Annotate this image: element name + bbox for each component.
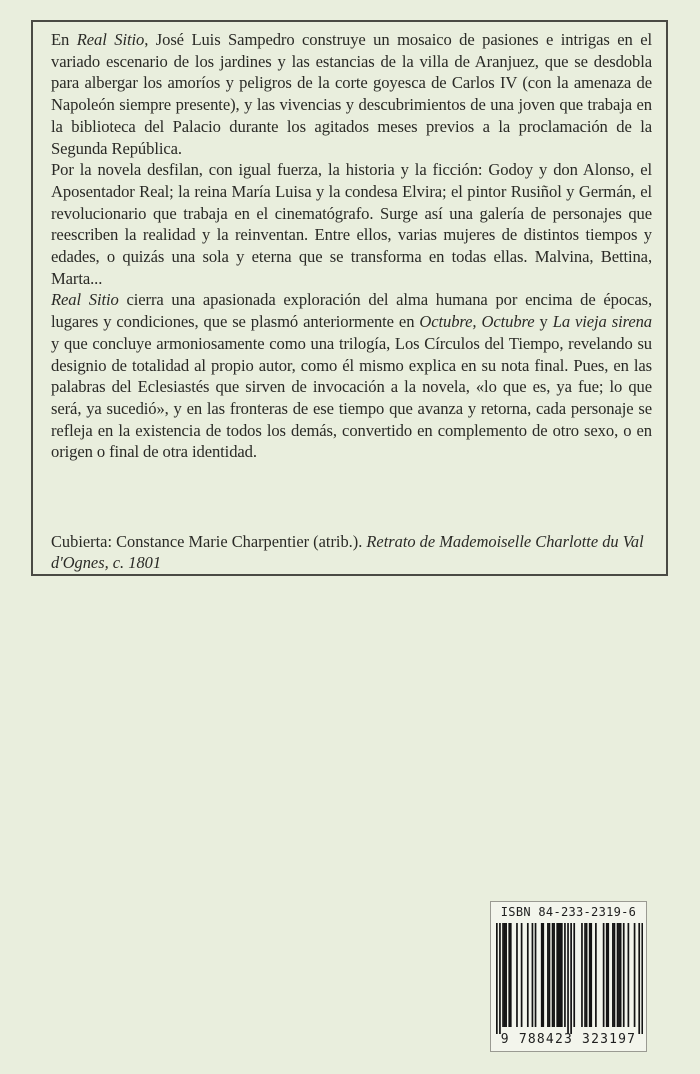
isbn-barcode-block [490,901,647,1052]
barcode-bar [590,923,592,1027]
barcode-bar [510,923,512,1027]
italic-run: La vieja sirena [552,312,652,332]
barcode-bar [502,923,504,1027]
barcode-bar [532,923,534,1027]
barcode-bar [521,923,523,1027]
barcode-bar [618,923,620,1027]
barcode-bar [638,923,640,1034]
text-run: , José Luis Sampedro construye un mosaico de pasiones e intrigas en el variado escenario de los jardines y las estancias de la villa de Aranjuez, que se desdobla para albergar los amoríos y peligros de la corte goyesca de Carlos IV (con la amenaza de Napoleón siempre presente), y las vivencias y descubrimientos de una joven que trabaja en la biblioteca del Palacio durante los agitados meses previos a la proclamación de la Segunda República. [51,30,653,158]
barcode-bar [573,923,575,1027]
italic-run: Retrato de Mademoiselle Charlotte du Val d'Ognes, c. 1801 [51,532,644,572]
text-run: cierra una apasionada exploración del alma humana por encima de épocas, lugares y condiciones, que se plasmó anteriormente en [51,290,652,332]
barcode-bar [614,923,616,1027]
synopsis-paragraph-3 [51,289,652,463]
italic-run: Real Sitio [51,290,119,310]
barcode-bar [558,923,560,1027]
barcode-bar [581,923,583,1027]
barcode-bar [620,923,622,1027]
barcode-bar [499,923,501,1034]
barcode-bar [552,923,554,1027]
barcode-bar [496,923,498,1034]
barcode-bar [564,923,566,1027]
ean13-barcode [496,923,643,1034]
barcode-bar [504,923,506,1027]
barcode-bar [617,923,619,1027]
barcode-bar [553,923,555,1027]
text-run: y [534,312,553,332]
synopsis [51,29,652,463]
synopsis-paragraph-1 [51,29,652,159]
text-run: Por la novela desfilan, con igual fuerza, la historia y la ficción: Godoy y don Alonso, el Aposentador Real; la reina María Luisa y la condesa Elvira; el pintor Rusiñol y Germán, el revolucionario que trabaja en el cinematógrafo. Surge así una galería de personajes que reescriben la realidad y la reinventan. Entre ellos, varias mujeres de distintos tiempos y edades, o quizás una sola y eterna que se transforma en todas ellas. Malvina, Bettina, Marta... [51,160,652,288]
italic-run: Real Sitio [76,30,145,49]
barcode-bar [559,923,561,1027]
barcode-bar [586,923,588,1027]
barcode-bar [607,923,609,1027]
barcode-bar [584,923,586,1027]
barcode-bar [570,923,572,1034]
barcode-bar [516,923,518,1027]
barcode-bar [634,923,636,1027]
barcode-bar [589,923,591,1027]
barcode-bar [535,923,537,1027]
synopsis-paragraph-2 [51,159,652,289]
barcode-bar [612,923,614,1027]
barcode-bar [527,923,529,1027]
back-cover-text-box [31,20,668,576]
barcode-bar [603,923,605,1027]
text-run: y que concluye armoniosamente como una trilogía, Los Círculos del Tiempo, revelando su designio de totalidad al propio autor, como él mismo explica en su nota final. Pues, en las palabras del Eclesiastés que sirven de invocación a la novela, «lo que es, ya fue; lo que será, ya sucedió», y en las fronteras de ese tiempo que avanza y retorna, cada personaje se refleja en la existencia de todos los demás, convertido en complemento de otro sexo, o en origen o final de otra identidad. [51,333,652,462]
cover-credit [51,532,651,574]
isbn-label: ISBN 84-233-2319-6 [500,905,637,919]
barcode-bar [541,923,543,1027]
barcode-bar [556,923,558,1027]
barcode-bar [623,923,625,1027]
barcode-bar [542,923,544,1027]
barcode-bar [628,923,630,1027]
barcode-bar [606,923,608,1027]
ean-digits: 9 788423 323197 [500,1032,637,1047]
barcode-bar [641,923,643,1034]
barcode-bar [505,923,507,1027]
text-run: En [51,30,77,49]
barcode-bar [567,923,569,1034]
barcode-bar [561,923,563,1027]
barcode-bar [549,923,551,1027]
barcode-bar [547,923,549,1027]
italic-run: Octubre, Octubre [419,312,535,332]
barcode-bar [508,923,510,1027]
text-run: Cubierta: Constance Marie Charpentier (atrib.). [51,532,367,551]
barcode-bar [595,923,597,1027]
